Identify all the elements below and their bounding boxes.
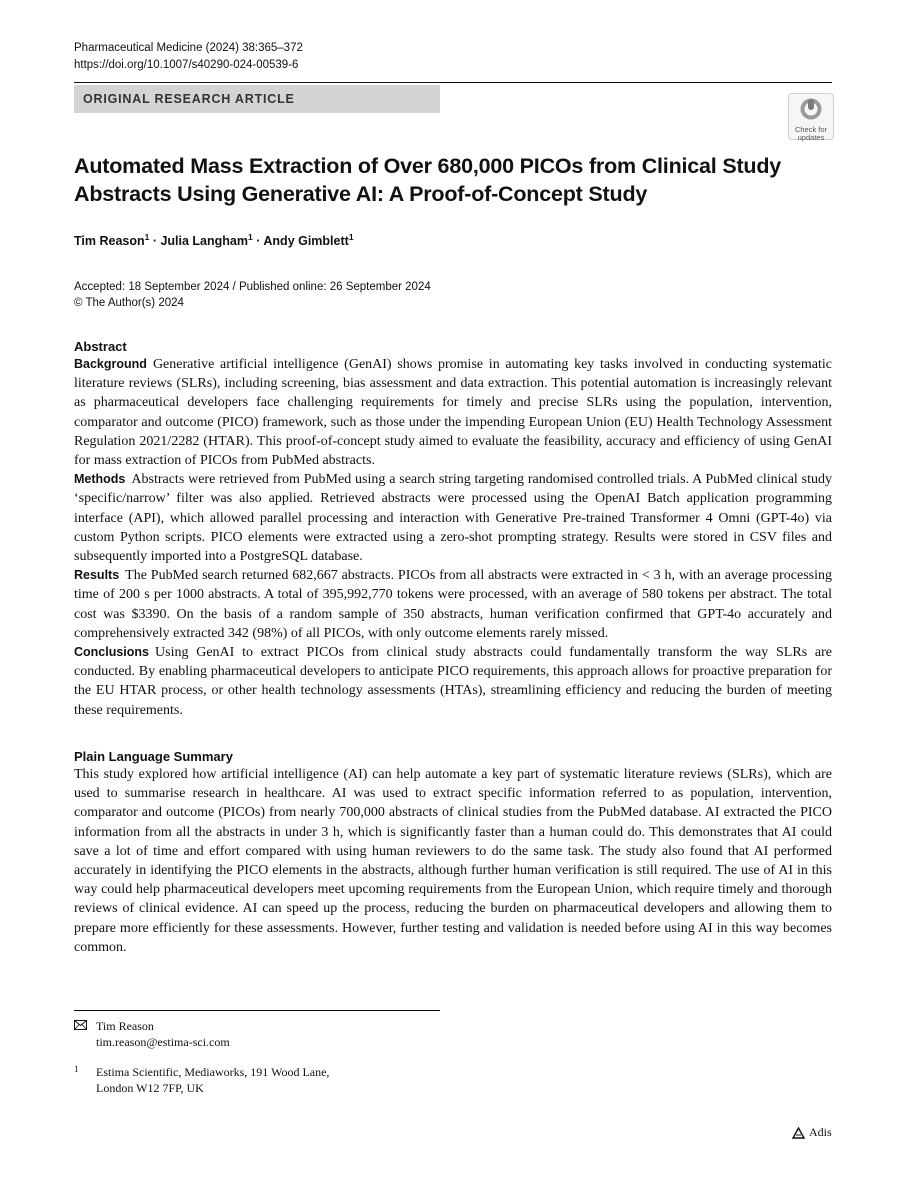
section-label: Background	[74, 357, 147, 371]
author-separator: ·	[252, 234, 264, 249]
copyright-line: © The Author(s) 2024	[74, 297, 184, 309]
article-type-banner	[74, 85, 440, 113]
footnote-rule	[74, 1010, 440, 1011]
author-separator: ·	[149, 234, 161, 249]
section-text: The PubMed search returned 682,667 abstracts. PICOs from all abstracts were extracted in < 3 h, with an average processing time of 200 s per 1000 abstracts. A total of 395,992,770 tokens were processed, with an average of 580 tokens per abstract. The total cost was $3390. On the basis of a random sample of 350 abstracts, human verification confirmed that GPT-4o accurately and comprehensively extracted 342 (98%) of all PICOs, with only outcome elements rarely missed.	[74, 568, 832, 641]
author-affiliation-mark: 1	[348, 232, 354, 242]
affiliation-line-2: London W12 7FP, UK	[96, 1081, 204, 1095]
section-label: Conclusions	[74, 645, 150, 660]
section-label: Results	[74, 568, 120, 583]
section-text: Generative artificial intelligence (GenAI) shows promise in automating key tasks involved in conducting systematic literature reviews (SLRs), including screening, bias assessment and data extraction. This potential automation is increasingly relevant as pharmaceutical developers face challenging requirements for timely and precise SLRs using the population, intervention, comparator and outcome (PICO) framework, such as those under the impending European Union (EU) Health Technology Assessment Regulation 2021/2282 (HTAR). This proof-of-concept study aimed to evaluate the feasibility, accuracy and efficiency of using GenAI for mass extraction of PICOs from PubMed abstracts.	[74, 357, 832, 469]
abstract-results	[74, 566, 832, 643]
abstract-background	[74, 355, 832, 470]
abstract-section	[74, 338, 832, 720]
corresponding-author: Tim Reason	[96, 1019, 154, 1033]
article-title: Automated Mass Extraction of Over 680,000 PICOs from Clinical Study Abstracts Using Generative AI: A Proof-of-Concept Study	[74, 154, 782, 206]
section-label: Methods	[74, 472, 126, 487]
adis-triangle-icon	[792, 1127, 805, 1139]
affiliation	[74, 1064, 329, 1096]
affiliation-line-1: Estima Scientific, Mediaworks, 191 Wood Lane,	[96, 1065, 330, 1079]
article-type-label: ORIGINAL RESEARCH ARTICLE	[83, 92, 295, 106]
corresponding-email[interactable]: tim.reason@estima-sci.com	[96, 1035, 230, 1049]
author-affiliation-mark: 1	[144, 232, 150, 242]
badge-line-1: Check for	[794, 125, 828, 134]
author-list	[74, 232, 354, 248]
section-text: Using GenAI to extract PICOs from clinical study abstracts could fundamentally transform the way SLRs are conducted. By enabling pharmaceutical developers to anticipate PICO requirements, this approach allows for proactive preparation for the EU HTAR process, or other health technology assessments (HTAs), streamlining efficiency and reducing the burden of meeting these requirements.	[74, 645, 832, 718]
abstract-conclusions	[74, 643, 832, 720]
author-name: Andy Gimblett	[263, 234, 349, 249]
author-affiliation-mark: 1	[248, 232, 253, 242]
publisher-logo	[792, 1125, 832, 1140]
author-name: Tim Reason	[74, 234, 145, 249]
journal-citation: Pharmaceutical Medicine (2024) 38:365–372	[74, 42, 303, 54]
abstract-heading: Abstract	[74, 339, 127, 354]
publisher-name: Adis	[809, 1125, 832, 1139]
header-rule	[74, 82, 832, 83]
check-updates-icon	[797, 97, 825, 121]
plain-language-text: This study explored how artificial intelligence (AI) can help automate a key part of systematic literature reviews (SLRs), which are used to summarise research in healthcare. AI was used to extract specific information referred to as population, intervention, comparator and outcome (PICOs) from nearly 700,000 abstracts of clinical studies from the PubMed database. AI extracted the PICO information from all the abstracts in under 3 h, which is significantly faster than a human could do. This demonstrates that AI could save a lot of time and effort compared with using human reviewers to do the same task. The study also found that AI performed accurately in identifying the PICO elements in the abstracts, although further human verification is still required. The use of AI in this way could help pharmaceutical developers meet upcoming requirements from the European Union, which require timely and thorough reviews of clinical evidence. AI can speed up the process, reducing the burden on pharmaceutical developers and allowing them to prepare more efficiently for these assessments. However, further testing and validation is needed before using AI in this way becomes common.	[74, 767, 832, 955]
affiliation-number: 1	[74, 1064, 79, 1074]
author-name: Julia Langham	[160, 234, 248, 249]
plain-language-heading: Plain Language Summary	[74, 749, 233, 764]
correspondence	[74, 1018, 230, 1050]
check-for-updates-badge[interactable]	[788, 93, 834, 140]
badge-line-2: updates	[797, 132, 825, 142]
plain-language-summary	[74, 748, 832, 957]
doi-link[interactable]: https://doi.org/10.1007/s40290-024-00539-6	[74, 59, 299, 71]
dates-line: Accepted: 18 September 2024 / Published online: 26 September 2024	[74, 281, 431, 293]
envelope-icon	[74, 1020, 87, 1030]
publication-dates	[74, 279, 431, 311]
abstract-methods	[74, 470, 832, 566]
section-text: Abstracts were retrieved from PubMed using a search string targeting randomised controlled trials. A PubMed clinical study ‘specific/narrow’ filter was also applied. Retrieved abstracts were processed using the OpenAI Batch application programming interface (API), which allowed parallel processing and interaction with Generative Pre-trained Transformer 4 Omni (GPT-4o) via custom Python scripts. PICO elements were extracted using a zero-shot prompting strategy. Results were stored in CSV files and subsequently imported into a PostgreSQL database.	[74, 472, 832, 565]
journal-info	[74, 40, 303, 74]
